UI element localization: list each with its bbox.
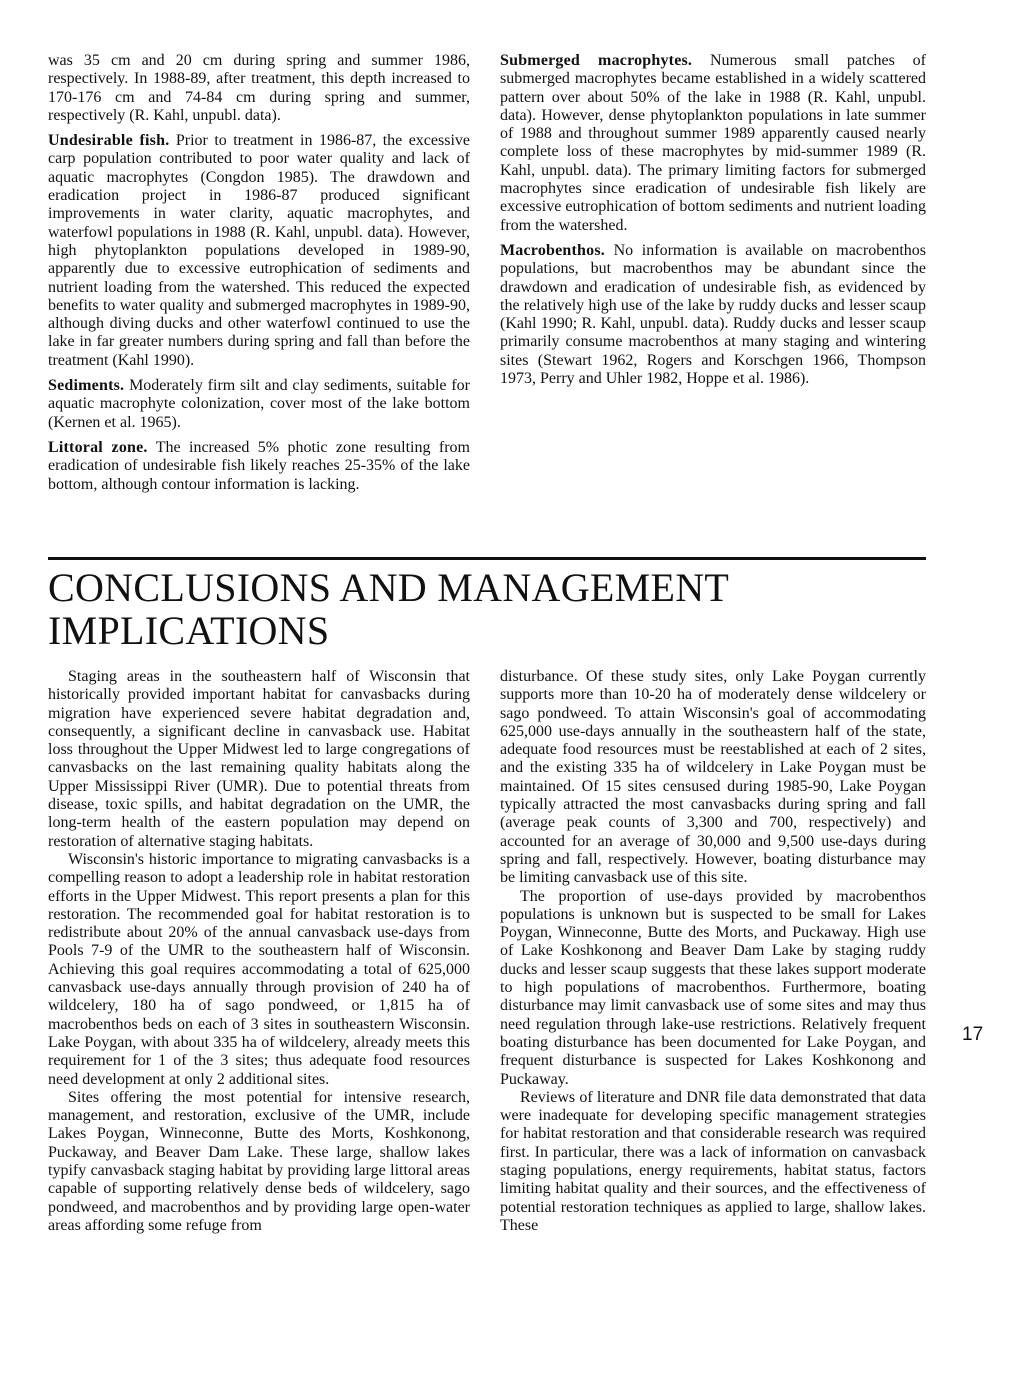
body-sediments: Moderately firm silt and clay sediments, suitable for aquatic macrophyte colonization, cover most of the lake bottom (Kernen et al. 1965). [48,377,470,431]
paragraph-macrobenthos-use-days: The proportion of use-days provided by macrobenthos populations is unknown but is suspected to be small for Lakes Poygan, Winneconne, Butte des Morts, and Puckaway. High use of Lake Koshkonong and Beaver Dam Lake by staging ruddy ducks and lesser scaup suggests that these lakes support moderate to high populations of macrobenthos. Furthermore, boating disturbance may limit canvasback use of some sites and may thus need regulation through lake-use restrictions. Relatively frequent boating disturbance has been documented for Lake Poygan, and frequent disturbance is suspected for Lakes Koshkonong and Puckaway. [500,887,926,1088]
paragraph-submerged-macrophytes [500,52,926,235]
heading-sediments: Sediments. [48,377,125,395]
page-number: 17 [962,1024,984,1045]
heading-undesirable-fish: Undesirable fish. [48,132,170,150]
top-left-column [48,52,470,501]
section-divider [48,557,926,560]
top-right-column [500,52,926,395]
body-littoral-zone: The increased 5% photic zone resulting from eradication of undesirable fish likely reaches 25-35% of the lake bottom, although contour information is lacking. [48,438,470,493]
paragraph-disturbance-continued: disturbance. Of these study sites, only Lake Poygan currently supports more than 10-20 ha of moderately dense wildcelery or sago pondweed. To attain Wisconsin's goal of accommodating 625,000 use-days annually in the southeastern half of the state, adequate food resources must be reestablished at each of 2 sites, and the existing 335 ha of wildcelery in Lake Poygan must be maintained. Of 15 sites censused during 1985-90, Lake Poygan typically attracted the most canvasbacks during spring and fall (average peak counts of 3,300 and 700, respectively) and accounted for an average of 30,000 and 9,500 use-days during spring and fall, respectively. However, boating disturbance may be limiting canvasback use of this site. [500,668,926,887]
heading-submerged-macrophytes: Submerged macrophytes. [500,52,693,69]
body-macrobenthos: No information is available on macrobenthos populations, but macrobenthos may be abundant since the drawdown and eradication of undesirable fish, as evidenced by the relatively high use of the lake by ruddy ducks and lesser scaup (Kahl 1990; R. Kahl, unpubl. data). Ruddy ducks and lesser scaup primarily consume macrobenthos at many staging and wintering sites (Stewart 1962, Rogers and Korschgen 1966, Thompson 1973, Perry and Uhler 1982, Hoppe et al. 1986). [500,241,927,388]
paragraph-sediments [48,377,470,432]
body-undesirable-fish: Prior to treatment in 1986-87, the excessive carp population contributed to poor water quality and lack of aquatic macrophytes (Congdon 1985). The drawdown and eradication project in 1986-87 produced significant improvements in water clarity, aquatic macrophytes, and waterfowl populations in 1988 (R. Kahl, unpubl. data). However, high phytoplankton populations developed in 1989-90, apparently due to excessive eutrophication of sediments and nutrient loading from the watershed. This reduced the expected benefits to water quality and submerged macrophytes in 1989-90, although diving ducks and other waterfowl continued to use the lake in far greater numbers during spring and fall than before the treatment (Kahl 1990). [48,132,471,369]
bottom-right-column [500,668,926,1235]
bottom-left-column [48,668,470,1235]
paragraph-staging-areas: Staging areas in the southeastern half of Wisconsin that historically provided important habitat for canvasbacks during migration have experienced severe habitat degradation and, consequently, a significant decline in canvasback use. Habitat loss throughout the Upper Midwest led to large congregations of canvasbacks on the last remaining quality habitats along the Upper Mississippi River (UMR). Due to potential threats from disease, toxic spills, and habitat degradation on the UMR, the long-term health of the eastern population may depend on restoration of alternative staging habitats. [48,668,470,850]
heading-macrobenthos: Macrobenthos. [500,241,605,259]
body-submerged-macrophytes: Numerous small patches of submerged macrophytes became established in a widely scattered pattern over about 50% of the lake in 1988 (R. Kahl, unpubl. data). However, dense phytoplankton populations in late summer of 1988 and throughout summer 1989 apparently caused nearly complete loss of these macrophytes by mid-summer 1989 (R. Kahl, unpubl. data). The primary limiting factors for submerged macrophytes since eradication of undesirable fish likely are excessive eutrophication of bottom sediments and nutrient loading from the watershed. [500,52,927,234]
section-title: CONCLUSIONS AND MANAGEMENT IMPLICATIONS [48,565,730,653]
paragraph-littoral-zone [48,439,470,494]
paragraph-undesirable-fish [48,132,470,370]
paragraph-sites-potential: Sites offering the most potential for intensive research, management, and restoration, exclusive of the UMR, include Lakes Poygan, Winneconne, Butte des Morts, Koshkonong, Puckaway, and Beaver Dam Lake. These large, shallow lakes typify canvasback staging habitat by providing large littoral areas capable of supporting relatively dense beds of wildcelery, sago pondweed, and macrobenthos and by providing large open-water areas affording some refuge from [48,1088,470,1234]
paragraph-macrobenthos [500,242,926,388]
heading-littoral-zone: Littoral zone. [48,438,148,456]
paragraph-literature-review: Reviews of literature and DNR file data demonstrated that data were inadequate for developing specific management strategies for habitat restoration and that considerable research was required first. In particular, there was a lack of information on canvasback staging populations, energy requirements, habitat status, factors limiting habitat quality and their sources, and the effectiveness of potential restoration techniques as applied to large, shallow lakes. These [500,1088,926,1234]
paragraph-wisconsin-importance: Wisconsin's historic importance to migrating canvasbacks is a compelling reason to adopt a leadership role in habitat restoration efforts in the Upper Midwest. This report presents a plan for this restoration. The recommended goal for habitat restoration is to redistribute about 20% of the annual canvasback use-days from Pools 7-9 of the UMR to the southeastern half of Wisconsin. Achieving this goal requires accommodating a total of 625,000 canvasback use-days annually through provision of 240 ha of wildcelery, 180 ha of sago pondweed, or 1,815 ha of macrobenthos beds on each of 3 sites in southeastern Wisconsin. Lake Poygan, with about 335 ha of wildcelery, already meets this requirement for 1 of the 3 sites; thus adequate food resources need development at only 2 additional sites. [48,850,470,1088]
paragraph-depth-continued: was 35 cm and 20 cm during spring and summer 1986, respectively. In 1988-89, after treatment, this depth increased to 170-176 cm and 74-84 cm during spring and summer, respectively (R. Kahl, unpubl. data). [48,52,470,124]
